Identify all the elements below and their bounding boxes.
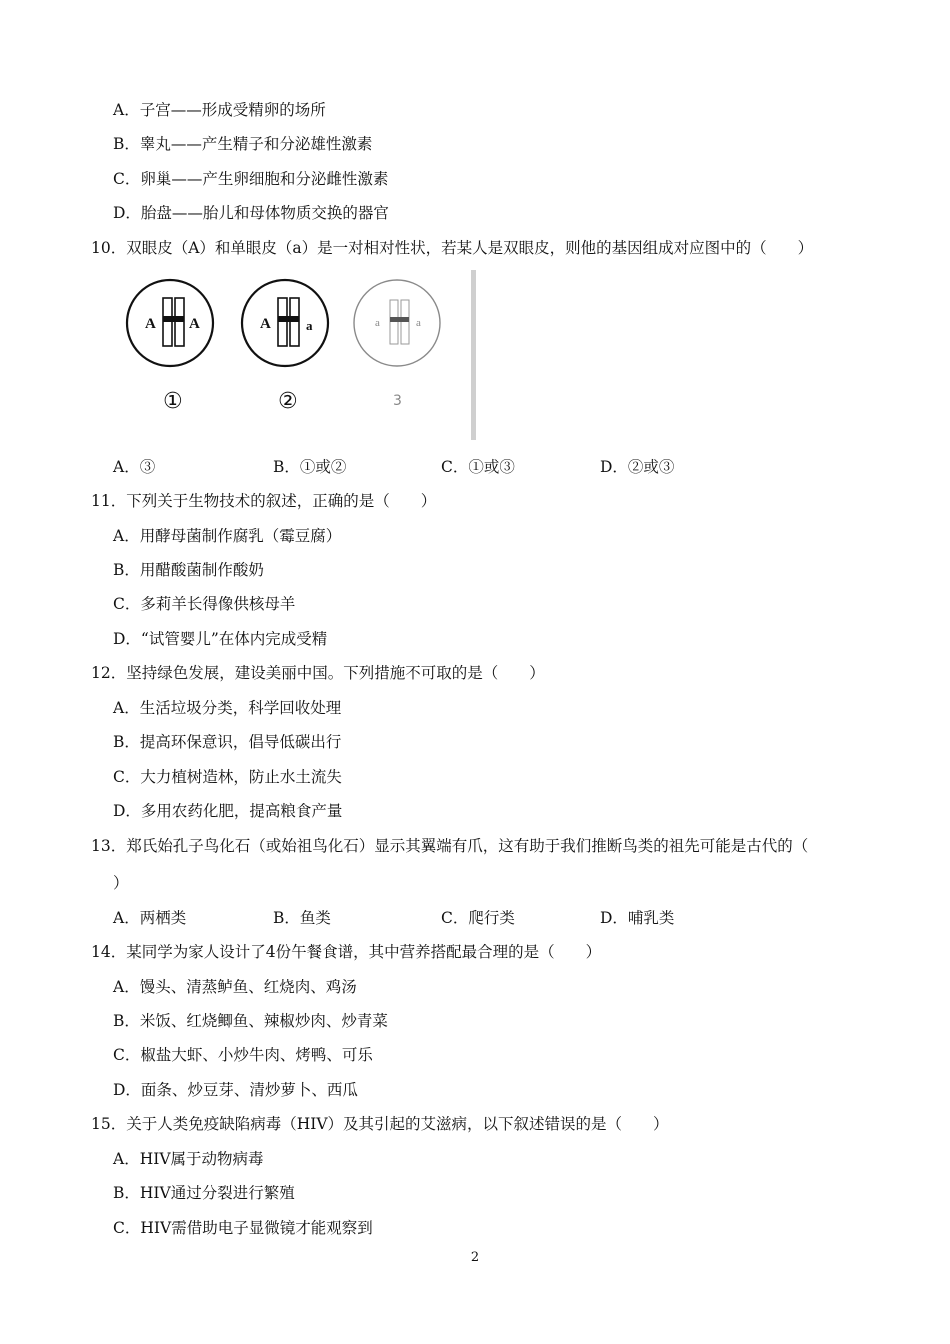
q13-stem-continued: ）: [113, 874, 129, 892]
q15-option-a: A．HIV属于动物病毒: [113, 1150, 264, 1168]
q13-stem: 13．郑氏始孔子鸟化石（或始祖鸟化石）显示其翼端有爪，这有助于我们推断鸟类的祖先可能是古代的（: [91, 837, 809, 855]
figure-divider: [471, 270, 476, 440]
q15-stem: 15．关于人类免疫缺陷病毒（HIV）及其引起的艾滋病，以下叙述错误的是（ ）: [91, 1115, 669, 1133]
q14-option-a: A．馒头、清蒸鲈鱼、红烧肉、鸡汤: [113, 978, 357, 996]
q12-option-b: B．提高环保意识，倡导低碳出行: [113, 733, 342, 751]
q11-stem: 11．下列关于生物技术的叙述，正确的是（ ）: [91, 492, 437, 510]
cell-2-label: ②: [278, 389, 298, 414]
cell-3-left-allele: a: [375, 317, 380, 329]
q9-option-c: C．卵巢——产生卵细胞和分泌雌性激素: [113, 170, 389, 188]
q11-option-d: D．“试管婴儿”在体内完成受精: [113, 630, 328, 648]
cell-1-AA: [127, 280, 213, 414]
cell-1-label: ①: [163, 389, 183, 414]
q10-options-row: [0, 457, 950, 477]
q13-option-a: A．两栖类: [113, 909, 187, 927]
q13-options-row: [0, 908, 950, 928]
q13-option-b: B．鱼类: [273, 909, 331, 927]
q10-option-c: C．①或③: [441, 458, 515, 476]
q14-option-d: D．面条、炒豆芽、清炒萝卜、西瓜: [113, 1081, 358, 1099]
q12-option-d: D．多用农药化肥，提高粮食产量: [113, 802, 343, 820]
q9-option-a: A．子宫——形成受精卵的场所: [113, 101, 326, 119]
cell-1-right-allele: A: [189, 316, 200, 332]
q14-option-b: B．米饭、红烧鲫鱼、辣椒炒肉、炒青菜: [113, 1012, 388, 1030]
cell-3-label: 3: [393, 393, 402, 409]
q13-option-c: C．爬行类: [441, 909, 515, 927]
q14-stem: 14．某同学为家人设计了4份午餐食谱，其中营养搭配最合理的是（ ）: [91, 943, 602, 961]
q12-stem: 12．坚持绿色发展，建设美丽中国。下列措施不可取的是（ ）: [91, 664, 545, 682]
cell-3-aa: [354, 280, 440, 409]
q11-option-b: B．用醋酸菌制作酸奶: [113, 561, 264, 579]
q10-genotype-figure: [125, 270, 485, 445]
q9-option-b: B．睾丸——产生精子和分泌雄性激素: [113, 135, 373, 153]
q13-option-d: D．哺乳类: [600, 909, 675, 927]
cell-2-Aa: [242, 280, 328, 414]
cell-3-right-allele: a: [416, 317, 421, 329]
cell-1-left-allele: A: [145, 316, 156, 332]
q10-option-b: B．①或②: [273, 458, 347, 476]
q9-option-d: D．胎盘——胎儿和母体物质交换的器官: [113, 204, 389, 222]
q11-option-a: A．用酵母菌制作腐乳（霉豆腐）: [113, 527, 342, 545]
q15-option-b: B．HIV通过分裂进行繁殖: [113, 1184, 295, 1202]
q12-option-a: A．生活垃圾分类，科学回收处理: [113, 699, 342, 717]
page-number: 2: [470, 1250, 480, 1265]
cell-2-left-allele: A: [260, 316, 271, 332]
q14-option-c: C．椒盐大虾、小炒牛肉、烤鸭、可乐: [113, 1046, 373, 1064]
q10-option-d: D．②或③: [600, 458, 675, 476]
cell-2-right-allele: a: [306, 318, 313, 333]
q15-option-c: C．HIV需借助电子显微镜才能观察到: [113, 1219, 373, 1237]
q10-option-a: A．③: [113, 458, 156, 476]
q11-option-c: C．多莉羊长得像供核母羊: [113, 595, 296, 613]
q12-option-c: C．大力植树造林，防止水土流失: [113, 768, 342, 786]
q10-stem: 10．双眼皮（A）和单眼皮（a）是一对相对性状，若某人是双眼皮，则他的基因组成对应图中的（ ）: [91, 239, 814, 257]
